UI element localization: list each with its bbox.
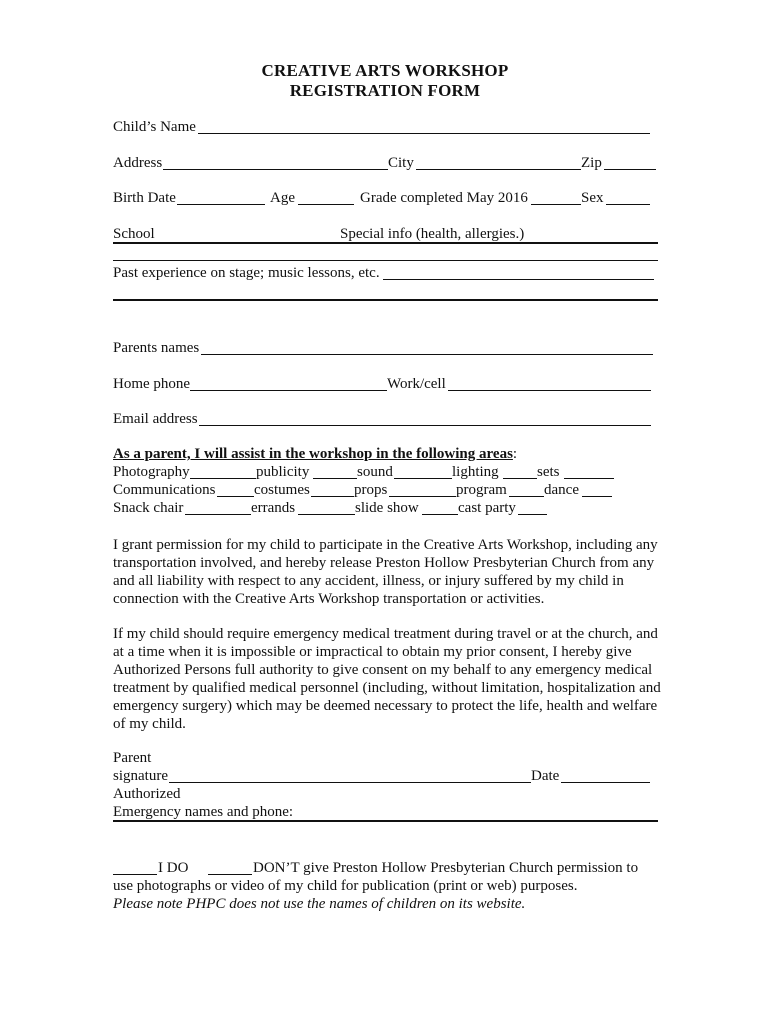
- address-label: Address: [113, 155, 163, 171]
- assist-costumes-blank[interactable]: [311, 496, 354, 497]
- assist-cast-party-label: cast party: [458, 500, 516, 516]
- form-title-line2: REGISTRATION FORM: [289, 81, 481, 100]
- past-experience-extra-rule[interactable]: [113, 299, 658, 301]
- assist-dance-label: dance: [544, 482, 579, 498]
- home-phone-input[interactable]: [190, 390, 387, 391]
- authorized-label: Authorized: [113, 786, 181, 802]
- assist-errands-blank[interactable]: [298, 514, 355, 515]
- assist-props-blank[interactable]: [389, 496, 456, 497]
- email-address-input[interactable]: [199, 425, 651, 426]
- address-input[interactable]: [163, 169, 388, 170]
- sex-input[interactable]: [606, 204, 650, 205]
- assist-props-label: props: [354, 482, 388, 498]
- emergency-names-input[interactable]: [113, 820, 658, 822]
- parents-names-label: Parents names: [113, 340, 200, 356]
- assist-publicity-blank[interactable]: [313, 478, 357, 479]
- assist-program-label: program: [456, 482, 507, 498]
- assist-slide-show-label: slide show: [355, 500, 419, 516]
- emergency-names-label: Emergency names and phone:: [113, 804, 294, 820]
- grade-completed-label: Grade completed May 2016: [360, 190, 528, 206]
- assist-heading-colon: :: [512, 446, 518, 462]
- assist-slide-show-blank[interactable]: [422, 514, 458, 515]
- parent-signature-input[interactable]: [169, 782, 531, 783]
- assist-costumes-label: costumes: [254, 482, 310, 498]
- birth-date-label: Birth Date: [113, 190, 176, 206]
- assist-snack-chair-blank[interactable]: [185, 514, 251, 515]
- assist-communications-blank[interactable]: [217, 496, 254, 497]
- permission-paragraph: I grant permission for my child to participate in the Creative Arts Workshop, including any transportation involved, and hereby release Preston Hollow Presbyterian Church from any and all liability with respect to any accident, illness, or injury suffered by my child in connection with the Creative Arts Workshop transportation or activities.: [113, 537, 658, 607]
- assist-dance-blank[interactable]: [582, 496, 612, 497]
- sex-label: Sex: [581, 190, 604, 206]
- signature-label: signature: [113, 768, 168, 784]
- assist-heading: [113, 444, 517, 464]
- childs-name-label: Child’s Name: [113, 119, 196, 135]
- zip-input[interactable]: [604, 169, 656, 170]
- work-cell-input[interactable]: [448, 390, 651, 391]
- assist-heading-text: As a parent, I will assist in the workshop in the following areas: [113, 446, 513, 462]
- date-label: Date: [531, 768, 560, 784]
- city-label: City: [388, 155, 414, 171]
- parents-names-input[interactable]: [201, 354, 653, 355]
- assist-cast-party-blank[interactable]: [518, 514, 547, 515]
- past-experience-label: Past experience on stage; music lessons, etc.: [113, 265, 380, 281]
- assist-snack-chair-label: Snack chair: [113, 500, 184, 516]
- dont-label: DON’T give Preston Hollow Presbyterian Church permission to: [253, 860, 639, 876]
- parent-label: Parent: [113, 750, 152, 766]
- assist-communications-label: Communications: [113, 482, 216, 498]
- date-input[interactable]: [561, 782, 650, 783]
- assist-program-blank[interactable]: [509, 496, 544, 497]
- special-info-label: Special info (health, allergies.): [340, 226, 525, 242]
- dont-blank[interactable]: [208, 874, 252, 875]
- assist-lighting-blank[interactable]: [503, 478, 537, 479]
- school-special-info-rule[interactable]: [113, 242, 658, 244]
- work-cell-label: Work/cell: [387, 376, 446, 392]
- childs-name-input[interactable]: [198, 133, 650, 134]
- assist-sound-blank[interactable]: [394, 478, 452, 479]
- school-label: School: [113, 226, 155, 242]
- assist-lighting-label: lighting: [452, 464, 499, 480]
- assist-sound-label: sound: [357, 464, 393, 480]
- home-phone-label: Home phone: [113, 376, 191, 392]
- grade-completed-input[interactable]: [531, 204, 581, 205]
- i-do-label: I DO: [158, 860, 189, 876]
- age-label: Age: [270, 190, 295, 206]
- assist-publicity-label: publicity: [256, 464, 310, 480]
- assist-sets-blank[interactable]: [564, 478, 614, 479]
- i-do-blank[interactable]: [113, 874, 157, 875]
- age-input[interactable]: [298, 204, 354, 205]
- birth-date-input[interactable]: [177, 204, 265, 205]
- assist-photography-label: Photography: [113, 464, 190, 480]
- assist-photography-blank[interactable]: [190, 478, 256, 479]
- past-experience-input[interactable]: [383, 279, 654, 280]
- phpc-note: Please note PHPC does not use the names of children on its website.: [113, 896, 526, 912]
- photo-consent-line2: use photographs or video of my child for publication (print or web) purposes.: [113, 878, 578, 894]
- form-title-line1: CREATIVE ARTS WORKSHOP: [261, 61, 509, 80]
- email-address-label: Email address: [113, 411, 198, 427]
- medical-treatment-paragraph: If my child should require emergency medical treatment during travel or at the church, and at a time when it is impossible or impractical to obtain my prior consent, I hereby give Authorized Persons full authority to give consent on my behalf to any emergency medical treatment by qualified medical personnel (including, without limitation, hospitalization and emergency surgery) which may be deemed necessary to protect the life, health and welfare of my child.: [113, 626, 661, 732]
- zip-label: Zip: [581, 155, 602, 171]
- special-info-extra-line[interactable]: [113, 260, 658, 261]
- assist-sets-label: sets: [537, 464, 560, 480]
- city-input[interactable]: [416, 169, 581, 170]
- assist-errands-label: errands: [251, 500, 296, 516]
